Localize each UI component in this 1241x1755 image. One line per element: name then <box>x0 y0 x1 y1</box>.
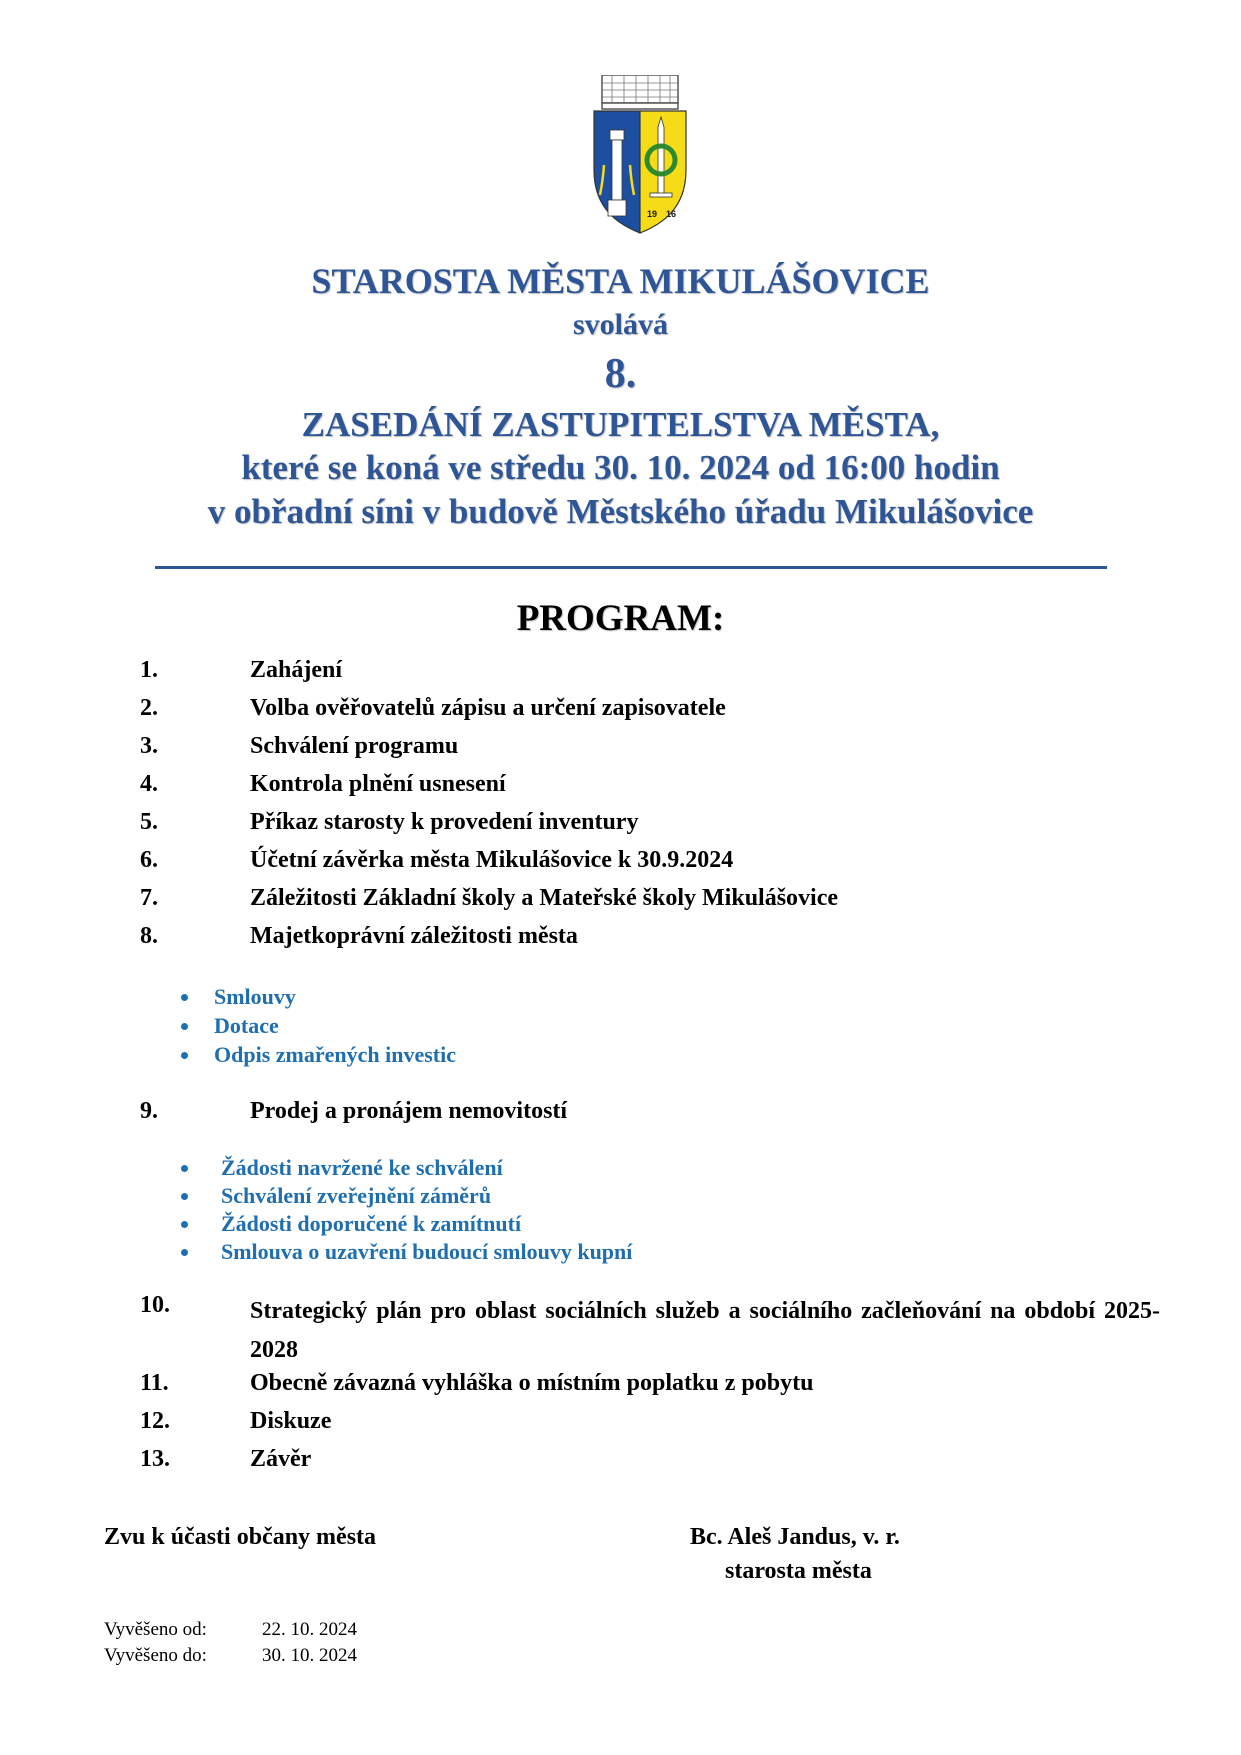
sub-item-text: Smlouvy <box>214 984 296 1009</box>
item-text: Záležitosti Základní školy a Mateřské školy Mikulášovice <box>250 885 839 911</box>
item-number: 11. <box>140 1370 169 1396</box>
item-number: 6. <box>140 847 158 873</box>
bullet-icon <box>181 1249 188 1256</box>
sub-item-text: Dotace <box>214 1013 279 1038</box>
item-number: 8. <box>140 923 158 949</box>
item-text: Schválení programu <box>250 733 459 759</box>
bullet-icon <box>181 1165 188 1172</box>
posted-to-date: 30. 10. 2024 <box>262 1645 357 1666</box>
item-number: 1. <box>140 657 158 683</box>
program-title: PROGRAM: <box>516 598 725 639</box>
date-line: které se koná ve středu 30. 10. 2024 od 16:00 hodin <box>241 448 1000 487</box>
crest-year-right: 16 <box>666 209 677 219</box>
posted-from-label: Vyvěšeno od: <box>104 1619 207 1640</box>
item-text: Prodej a pronájem nemovitostí <box>250 1098 568 1124</box>
place-line: v obřadní síni v budově Městského úřadu Mikulášovice <box>207 492 1034 531</box>
bullet-icon <box>181 1023 188 1030</box>
item-number: 13. <box>140 1446 170 1472</box>
item-number: 5. <box>140 809 158 835</box>
item-number: 4. <box>140 771 158 797</box>
posted-to-label: Vyvěšeno do: <box>104 1645 207 1666</box>
item-text: Účetní závěrka města Mikulášovice k 30.9.2024 <box>250 847 734 873</box>
item-text: Závěr <box>250 1446 312 1472</box>
crest-year-left: 19 <box>647 209 658 219</box>
item-text: Kontrola plnění usnesení <box>250 771 506 797</box>
session-heading: ZASEDÁNÍ ZASTUPITELSTVA MĚSTA, <box>301 405 940 444</box>
item-number: 9. <box>140 1098 158 1124</box>
heading-divider <box>155 566 1107 569</box>
convenes-heading: svolává <box>572 308 668 341</box>
mayor-heading: STAROSTA MĚSTA MIKULÁŠOVICE <box>311 261 930 301</box>
signer-title: starosta města <box>725 1558 872 1584</box>
sub-item-text: Odpis zmařených investic <box>214 1042 456 1067</box>
sub-item-text: Schválení zveřejnění záměrů <box>221 1183 492 1208</box>
item-text: Zahájení <box>250 657 343 683</box>
sub-item-text: Žádosti navržené ke schválení <box>221 1155 503 1180</box>
item-number: 2. <box>140 695 158 721</box>
item-number: 7. <box>140 885 158 911</box>
town-crest-logo <box>590 75 690 235</box>
session-number: 8. <box>604 351 637 397</box>
item-number: 3. <box>140 733 158 759</box>
item-text: Majetkoprávní záležitosti města <box>250 923 578 949</box>
bullet-icon <box>181 1221 188 1228</box>
invitation-text: Zvu k účasti občany města <box>104 1524 377 1550</box>
item-text: Příkaz starosty k provedení inventury <box>250 809 639 835</box>
bullet-icon <box>181 1052 188 1059</box>
signer-name: Bc. Aleš Jandus, v. r. <box>690 1524 900 1550</box>
item-text: Strategický plán pro oblast sociálních služeb a sociálního začleňování na období 2025-2028 <box>250 1298 1160 1363</box>
sub-item-text: Smlouva o uzavření budoucí smlouvy kupní <box>221 1239 633 1264</box>
posted-from-date: 22. 10. 2024 <box>262 1619 357 1640</box>
item-text: Volba ověřovatelů zápisu a určení zapisovatele <box>250 695 726 721</box>
bullet-icon <box>181 1193 188 1200</box>
bullet-icon <box>181 994 188 1001</box>
item-text: Diskuze <box>250 1408 332 1434</box>
item-number: 10. <box>140 1292 170 1318</box>
item-number: 12. <box>140 1408 170 1434</box>
item-text: Obecně závazná vyhláška o místním poplatku z pobytu <box>250 1370 814 1396</box>
sub-item-text: Žádosti doporučené k zamítnutí <box>221 1211 522 1236</box>
